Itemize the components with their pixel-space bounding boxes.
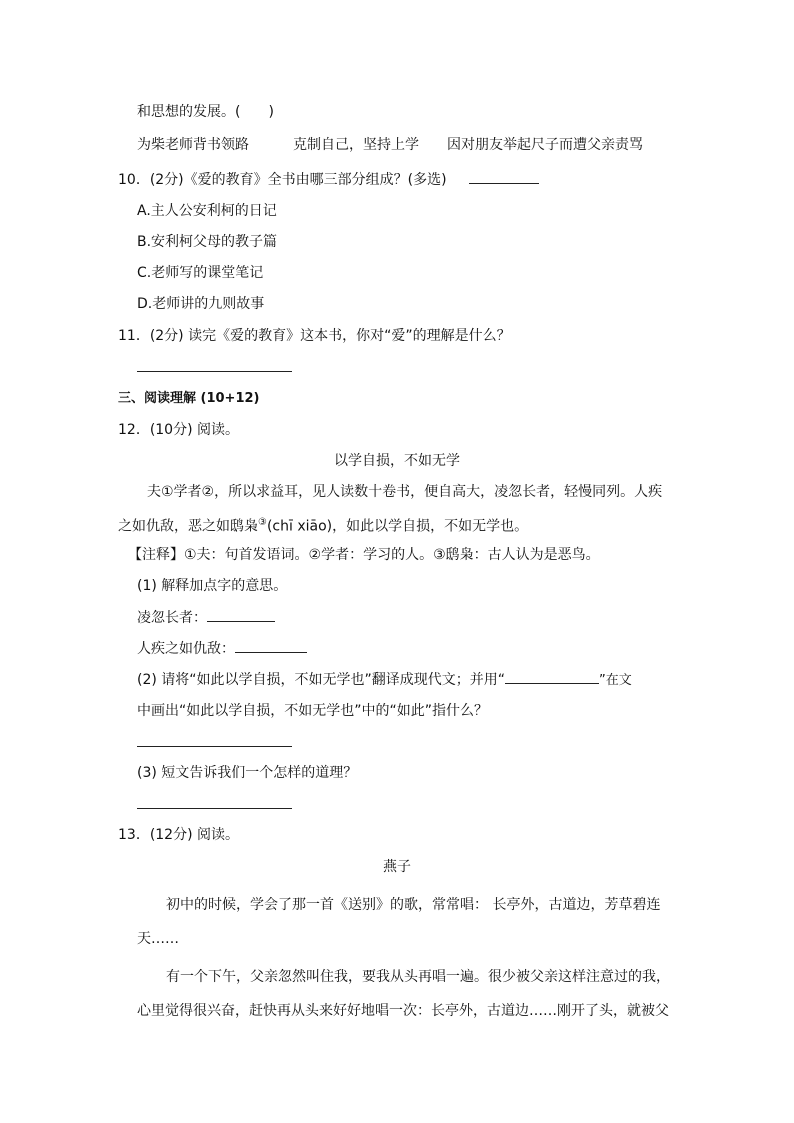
question-11: 11．(2分) 读完《爱的教育》这本书，你对“爱”的理解是什么？ (118, 328, 511, 344)
sub-question-1: (1) 解释加点字的意思。 (137, 578, 288, 594)
passage-13-line-4: 心里觉得很兴奋，赶快再从头来好好地唱一次：长亭外，古道边……刚开了头，就被父 (137, 1003, 669, 1019)
text-line-1: 和思想的发展。( ) (137, 104, 274, 120)
answer-blank-2-mark[interactable] (505, 669, 599, 684)
passage-13-line-3: 有一个下午，父亲忽然叫住我，要我从头再唱一遍。很少被父亲这样注意过的我， (166, 969, 670, 985)
passage-13-line-2: 天…… (137, 931, 179, 947)
answer-blank-2[interactable] (137, 746, 292, 747)
option-text-1: 为柴老师背书领路 (137, 137, 249, 153)
passage-12-line-2 (118, 513, 528, 537)
sub-question-1a-text: 凌忽长者： (137, 610, 207, 626)
sub-question-2a-end: ”在文 (599, 673, 632, 688)
answer-blank-1b[interactable] (235, 638, 307, 653)
annotation-note: 【注释】①夫：句首发语词。②学者：学习的人。③鸱枭：古人认为是恶鸟。 (128, 547, 600, 563)
question-12: 12．(10分) 阅读。 (118, 422, 240, 438)
passage-13-title: 燕子 (383, 859, 411, 875)
option-row (137, 135, 643, 155)
question-10 (118, 169, 539, 190)
answer-blank-3[interactable] (137, 808, 292, 809)
option-text-3: 因对朋友举起尺子而遭父亲责骂 (447, 137, 643, 153)
passage-13-line-1: 初中的时候，学会了那一首《送别》的歌，常常唱： 长亭外，古道边，芳草碧连 (166, 897, 661, 913)
q10-choice-a: A.主人公安利柯的日记 (137, 203, 277, 219)
sub-question-3: (3) 短文告诉我们一个怎样的道理？ (137, 765, 358, 781)
q10-choice-c: C.老师写的课堂笔记 (137, 265, 264, 281)
sub-question-1b (137, 638, 307, 659)
sub-question-1b-text: 人疾之如仇敌： (137, 641, 235, 657)
answer-blank-10[interactable] (469, 169, 539, 184)
footnote-marker: ③ (258, 517, 267, 528)
passage-12-line-1: 夫①学者②，所以求益耳，见人读数十卷书，便自高大，凌忽长者，轻慢同列。人疾 (147, 484, 663, 500)
passage-12-line-2a: 之如仇敌，恶之如鸱枭 (118, 518, 258, 535)
option-text-2: 克制自己，坚持上学 (293, 137, 419, 153)
q10-choice-d: D.老师讲的九则故事 (137, 296, 265, 312)
question-10-text: 10．(2分)《爱的教育》全书由哪三部分组成？(多选) (118, 172, 447, 188)
passage-12-line-2b: (chī xiāo)，如此以学自损，不如无学也。 (266, 518, 529, 535)
answer-blank-1a[interactable] (207, 607, 275, 622)
section-heading: 三、阅读理解 (10+12) (118, 391, 260, 406)
sub-question-2a (137, 669, 632, 691)
question-13: 13．(12分) 阅读。 (118, 827, 240, 843)
q10-choice-b: B.安利柯父母的教子篇 (137, 234, 278, 250)
sub-question-2a-text: (2) 请将“如此以学自损，不如无学也”翻译成现代文；并用“ (137, 672, 506, 688)
sub-question-2b: 中画出“如此以学自损，不如无学也”中的“如此”指什么？ (137, 703, 489, 719)
sub-question-1a (137, 607, 275, 628)
answer-blank-11[interactable] (137, 371, 292, 372)
passage-12-title: 以学自损，不如无学 (334, 453, 460, 469)
